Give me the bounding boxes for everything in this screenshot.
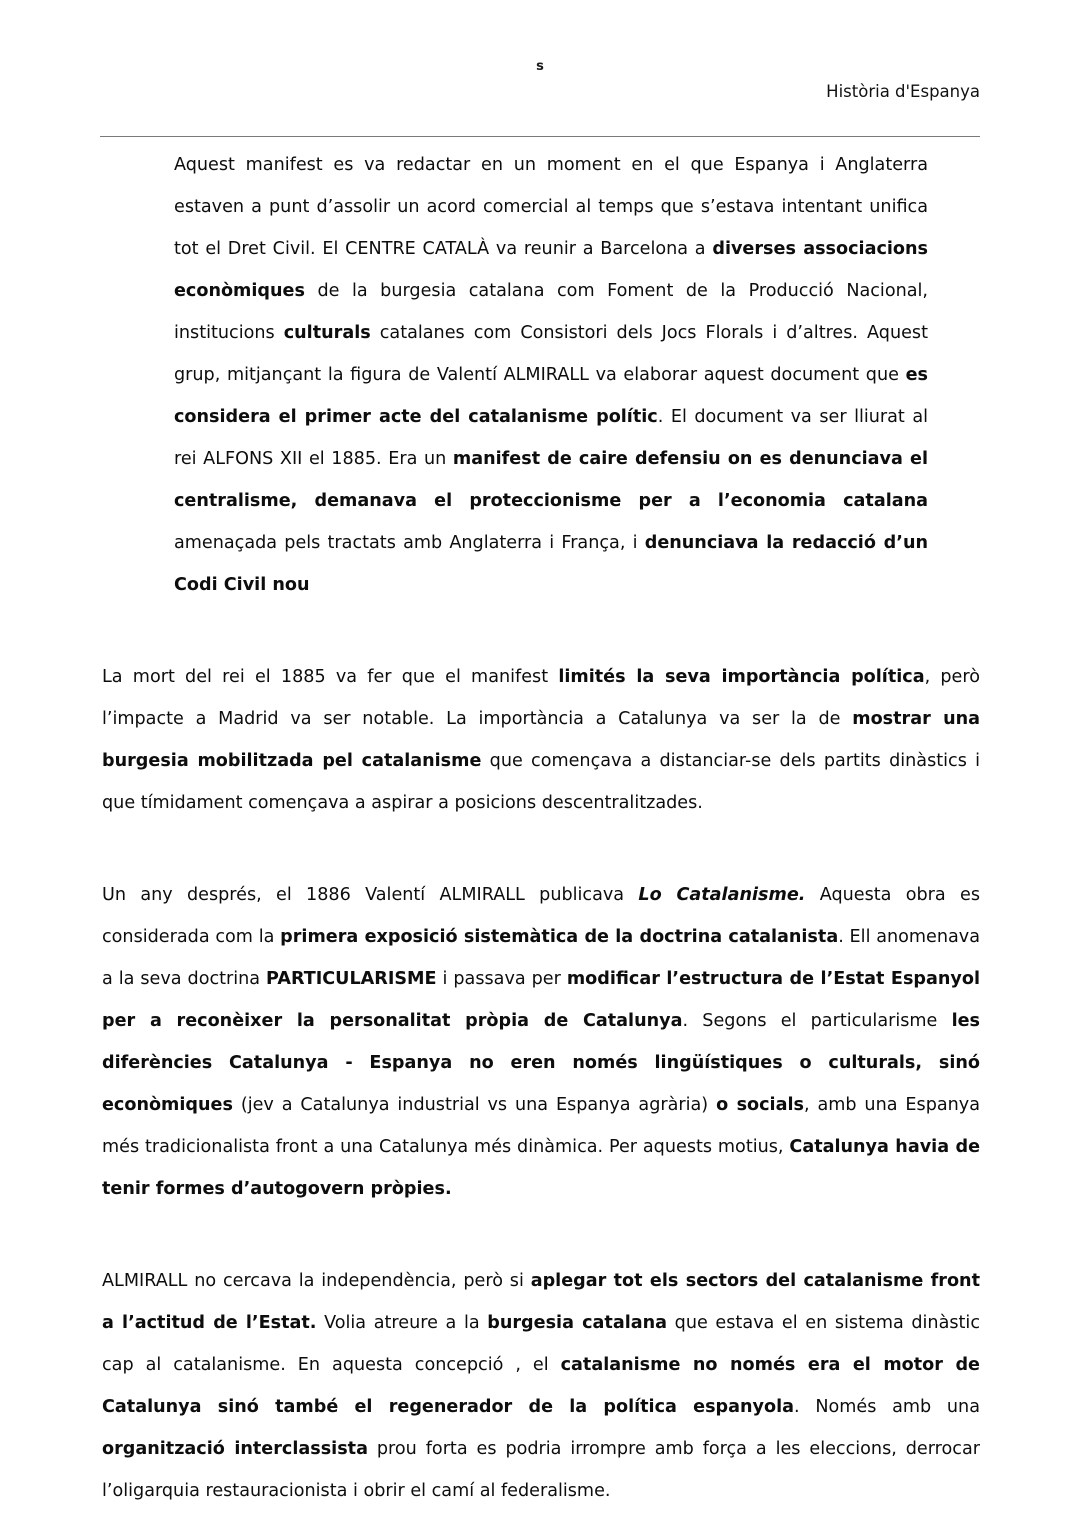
text-run: Lo Catalanisme. <box>638 885 806 905</box>
text-run: burgesia catalana <box>487 1313 668 1333</box>
text-run: (jev a Catalunya industrial vs una Espanya agrària) <box>232 1095 717 1115</box>
text-run: o socials <box>716 1095 804 1115</box>
paragraph-quote-manifest <box>174 144 928 606</box>
paragraph-mort-del-rei <box>102 656 980 824</box>
text-run: es considera el primer acte del catalanisme polític <box>174 365 928 427</box>
text-run: de la burgesia catalana com Foment de la Producció Nacional, institucions <box>174 281 928 343</box>
text-run: diverses associacions econòmiques <box>174 239 928 301</box>
page-header-title: Història d'Espanya <box>826 82 980 101</box>
text-run: denunciava la redacció d’un Codi Civil nou <box>174 533 928 595</box>
text-run: ALMIRALL no cercava la independència, però si <box>102 1271 531 1291</box>
text-run: prou forta es podria irrompre amb força a les eleccions, derrocar l’oligarquia restauracionista i obrir el camí al federalisme. <box>102 1439 980 1501</box>
text-run: que estava el en sistema dinàstic cap al catalanisme. En aquesta concepció , el <box>102 1313 980 1375</box>
paragraph-lo-catalanisme <box>102 874 980 1210</box>
text-run: . El document va ser lliurat al rei ALFONS XII el 1885. Era un <box>174 407 928 469</box>
text-run: Catalunya havia de tenir formes d’autogovern pròpies. <box>102 1137 980 1199</box>
text-run: primera exposició sistemàtica de la doctrina catalanista <box>280 927 839 947</box>
text-run: amenaçada pels tractats amb Anglaterra i França, i <box>174 533 645 553</box>
text-run: mostrar una burgesia mobilitzada pel catalanisme <box>102 709 980 771</box>
text-run: Aquesta obra es considerada com la <box>102 885 980 947</box>
text-run: limités la seva importància política <box>558 667 925 687</box>
text-run: modificar l’estructura de l’Estat Espanyol per a reconèixer la personalitat pròpia de Catalunya <box>102 969 980 1031</box>
text-run: organització interclassista <box>102 1439 368 1459</box>
text-run: PARTICULARISME <box>266 969 437 989</box>
text-run: manifest de caire defensiu on es denunciava el centralisme, demanava el proteccionisme per a l’economia catalana <box>174 449 928 511</box>
text-run: catalanes com Consistori dels Jocs Florals i d’altres. Aquest grup, mitjançant la figura de Valentí ALMIRALL va elaborar aquest document que <box>174 323 928 385</box>
text-run: les diferències Catalunya - Espanya no eren només lingüístiques o culturals, sinó econòmiques <box>102 1011 980 1115</box>
text-run: . Només amb una <box>794 1397 980 1417</box>
paragraph-almirall-independencia <box>102 1260 980 1512</box>
text-run: . Segons el particularisme <box>682 1011 952 1031</box>
text-run: i passava per <box>436 969 567 989</box>
text-run: , però l’impacte a Madrid va ser notable. La importància a Catalunya va ser la de <box>102 667 980 729</box>
header-divider-rule <box>100 136 980 137</box>
text-run: catalanisme no només era el motor de Catalunya sinó també el regenerador de la política espanyola <box>102 1355 980 1417</box>
document-body <box>102 144 980 1512</box>
text-run: , amb una Espanya més tradicionalista front a una Catalunya més dinàmica. Per aquests motius, <box>102 1095 980 1157</box>
text-run: . Ell anomenava a la seva doctrina <box>102 927 981 989</box>
text-run: Un any després, el 1886 Valentí ALMIRALL publicava <box>102 885 639 905</box>
text-run: culturals <box>283 323 371 343</box>
text-run: Aquest manifest es va redactar en un moment en el que Espanya i Anglaterra estaven a punt d’assolir un acord comercial al temps que s’estava intentant unifica tot el Dret Civil. El CENTRE CATALÀ va reunir a Barcelona a <box>174 155 928 259</box>
text-run: Volia atreure a la <box>316 1313 488 1333</box>
page-header-mark: s <box>536 59 544 74</box>
text-run: que començava a distanciar-se dels partits dinàstics i que tímidament començava a aspirar a posicions descentralitzades. <box>102 751 980 813</box>
text-run: La mort del rei el 1885 va fer que el manifest <box>102 667 559 687</box>
text-run: aplegar tot els sectors del catalanisme front a l’actitud de l’Estat. <box>102 1271 980 1333</box>
